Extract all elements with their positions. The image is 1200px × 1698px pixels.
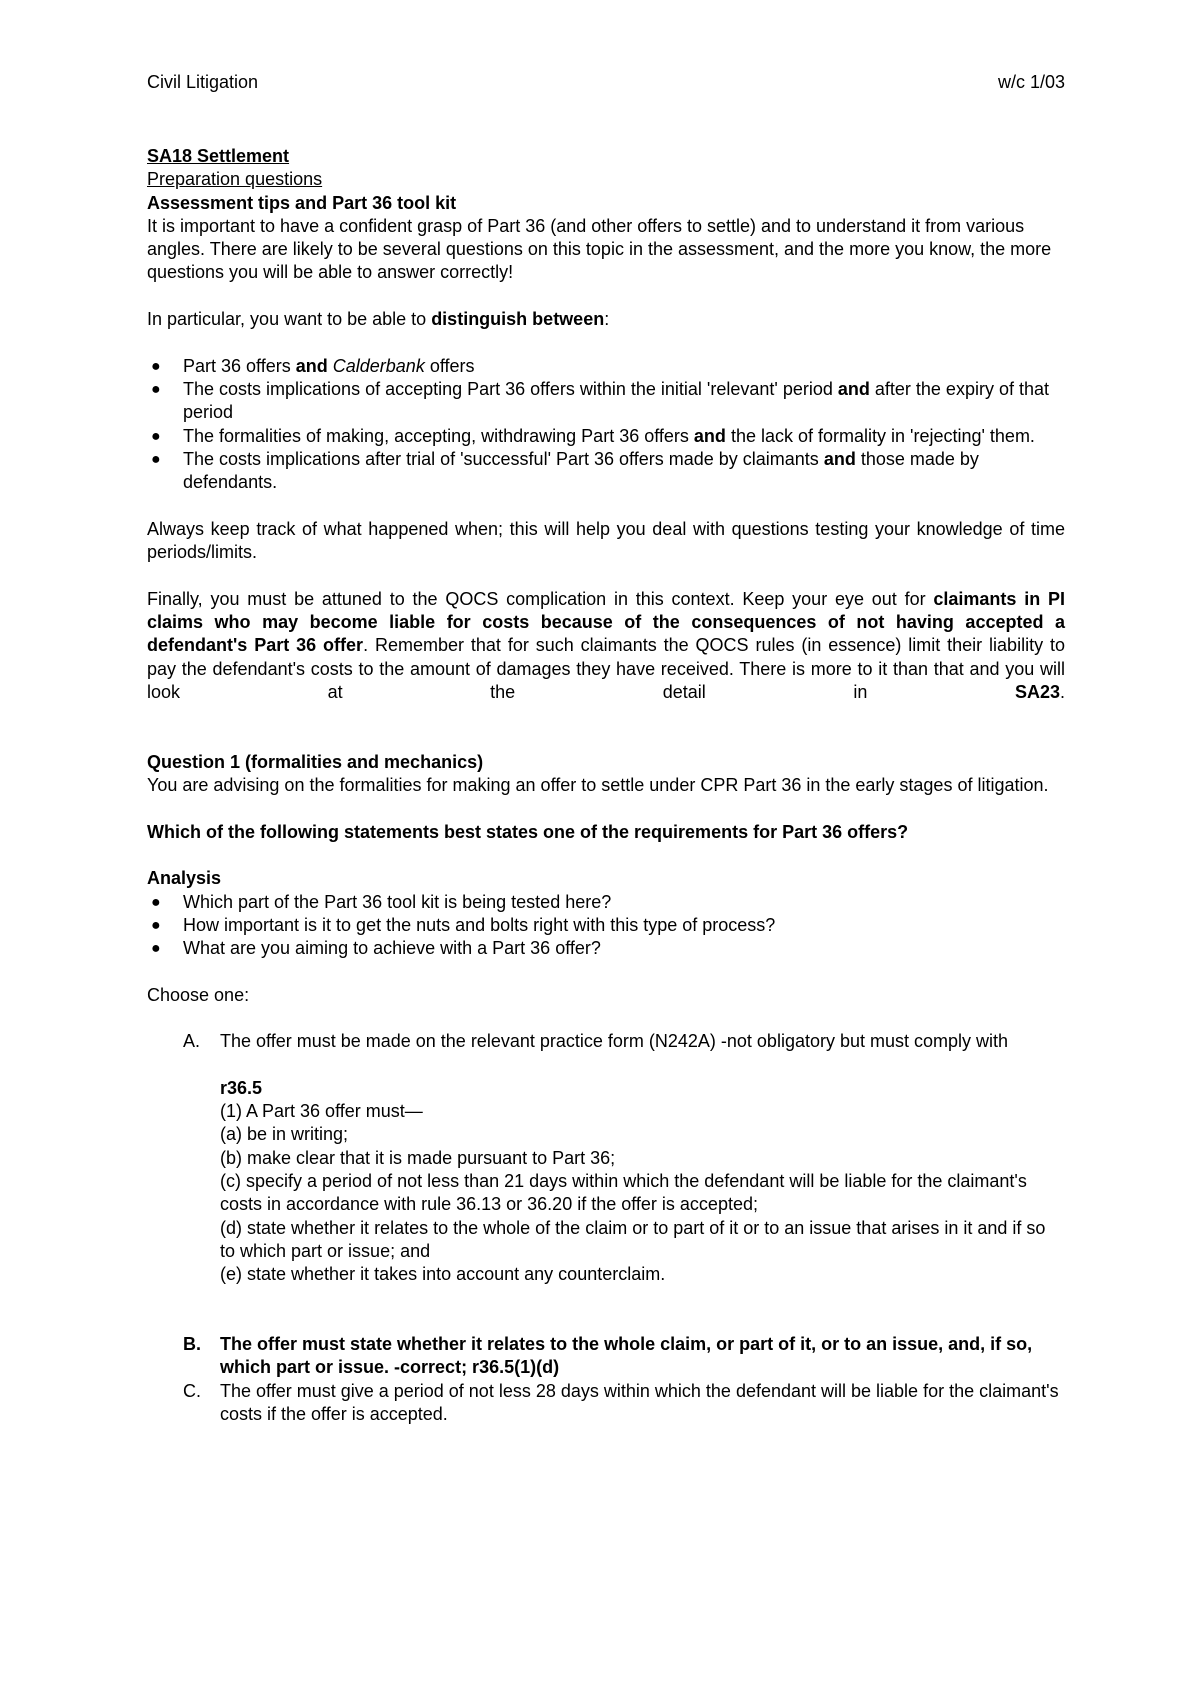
bullet-icon: ● <box>151 357 161 375</box>
bullet-icon: ● <box>151 940 161 958</box>
list-item: ● Which part of the Part 36 tool kit is being tested here? <box>147 891 1065 914</box>
answer-options <box>147 1030 1065 1053</box>
rule-heading: r36.5 <box>220 1077 263 1098</box>
qocs-paragraph: Finally, you must be attuned to the QOCS complication in this context. Keep your eye out for claimants in PI claims who may become liable for costs because of the consequences of not having accepted a defendant's Part 36 offer. Remember that for such claimants the QOCS rules (in essence) limit their liability to pay the defendant's costs to the amount of damages they have received. There is more to it than that and you will look at the detail in SA23. <box>147 588 1066 702</box>
answer-options-continued <box>147 1333 1065 1426</box>
question-1-prompt: Which of the following statements best states one of the requirements for Part 36 offers? <box>147 821 909 842</box>
bullet-icon: ● <box>151 893 161 911</box>
page-header <box>147 71 1065 95</box>
bullet-icon: ● <box>151 380 161 398</box>
option-letter: B. <box>183 1334 201 1355</box>
intro-paragraph: It is important to have a confident grasp of Part 36 (and other offers to settle) and to understand it from various angles. There are likely to be several questions on this topic in the assessment, and the more you know, the more questions you will be able to answer correctly! <box>147 215 1052 283</box>
list-item: ● Part 36 offers and Calderbank offers <box>147 355 1065 378</box>
tips-heading: Assessment tips and Part 36 tool kit <box>147 192 457 213</box>
rule-36-5-extract <box>147 1077 1065 1287</box>
bullet-icon: ● <box>151 450 161 468</box>
distinguish-paragraph: In particular, you want to be able to distinguish between: <box>147 309 610 330</box>
header-week: w/c 1/03 <box>997 72 1065 92</box>
rule-line: (e) state whether it takes into account any counterclaim. <box>220 1264 666 1285</box>
option-a: A. The offer must be made on the relevant practice form (N242A) -not obligatory but must comply with <box>147 1030 1065 1053</box>
option-b: B. The offer must state whether it relates to the whole claim, or part of it, or to an issue, and, if so, which part or issue. -correct; r36.5(1)(d) <box>183 1334 1033 1378</box>
list-item: ● The costs implications of accepting Part 36 offers within the initial 'relevant' period and after the expiry of that period <box>151 378 1049 423</box>
choose-instruction: Choose one: <box>147 984 250 1005</box>
document-body <box>147 145 1065 1426</box>
header-course-title: Civil Litigation <box>147 72 259 92</box>
option-letter: C. <box>183 1380 201 1401</box>
list-item: ● How important is it to get the nuts and bolts right with this type of process? <box>147 914 1065 937</box>
list-item: ● What are you aiming to achieve with a Part 36 offer? <box>147 937 1065 960</box>
distinguish-list <box>147 355 1065 495</box>
document-subtitle: Preparation questions <box>147 169 323 190</box>
rule-line: (d) state whether it relates to the whole of the claim or to part of it or to an issue that arises in it and if so to which part or issue; and <box>220 1217 1046 1261</box>
analysis-heading: Analysis <box>147 868 222 889</box>
option-letter: A. <box>183 1031 201 1052</box>
rule-line: (c) specify a period of not less than 21 days within which the defendant will be liable for the claimant's costs in accordance with rule 36.13 or 36.20 if the offer is accepted; <box>220 1171 1027 1215</box>
rule-line: (b) make clear that it is made pursuant to Part 36; <box>220 1147 616 1168</box>
rule-line: (1) A Part 36 offer must— <box>220 1101 423 1122</box>
analysis-list <box>147 891 1065 961</box>
keep-track-paragraph: Always keep track of what happened when; this will help you deal with questions testing your knowledge of time periods/limits. <box>147 518 1065 563</box>
bullet-icon: ● <box>151 427 161 445</box>
option-c: C. The offer must give a period of not less 28 days within which the defendant will be liable for the claimant's costs if the offer is accepted. <box>183 1380 1059 1425</box>
rule-line: (a) be in writing; <box>220 1124 349 1145</box>
question-1-heading: Question 1 (formalities and mechanics) <box>147 751 484 772</box>
bullet-icon: ● <box>151 916 161 934</box>
list-item: ● The costs implications after trial of 'successful' Part 36 offers made by claimants and those made by defendants. <box>151 448 979 493</box>
question-1-scenario: You are advising on the formalities for making an offer to settle under CPR Part 36 in the early stages of litigation. <box>147 775 1049 796</box>
document-title: SA18 Settlement <box>147 146 290 166</box>
list-item: ● The formalities of making, accepting, withdrawing Part 36 offers and the lack of formality in 'rejecting' them. <box>147 425 1065 448</box>
